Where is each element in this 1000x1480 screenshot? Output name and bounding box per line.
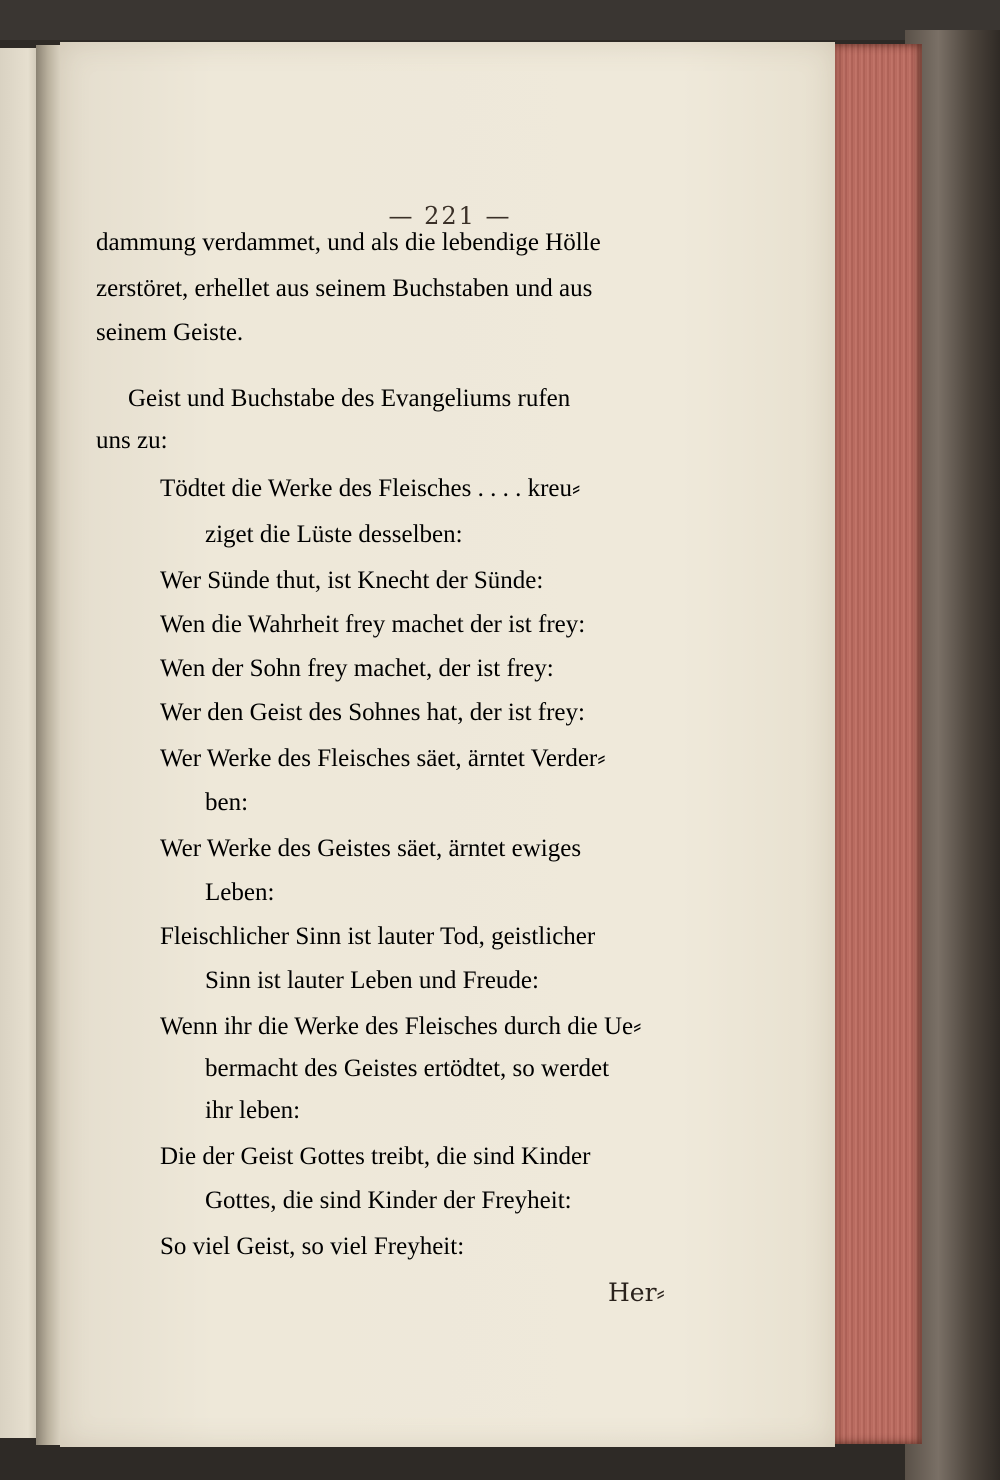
text-line: Geist und Buchstabe des Evangeliums rufen: [128, 385, 571, 412]
facing-page-edge: [0, 48, 40, 1438]
saying-line: Wen der Sohn frey machet, der ist frey:: [160, 655, 554, 682]
scanner-backdrop: [0, 0, 1000, 40]
saying-line: bermacht des Geistes ertödtet, so werdet: [205, 1055, 610, 1082]
saying-line: Fleischlicher Sinn ist lauter Tod, geistlicher: [160, 923, 596, 950]
saying-line: Gottes, die sind Kinder der Freyheit:: [205, 1187, 572, 1214]
saying-line: ziget die Lüste desselben:: [205, 521, 463, 548]
saying-line: Wer Werke des Fleisches säet, ärntet Verder⸗: [160, 745, 606, 772]
text-line: dammung verdammet, und als die lebendige Hölle: [96, 229, 601, 256]
saying-line: Wenn ihr die Werke des Fleisches durch die Ue⸗: [160, 1013, 642, 1040]
saying-line: Sinn ist lauter Leben und Freude:: [205, 967, 539, 994]
saying-line: Wer Werke des Geistes säet, ärntet ewiges: [160, 835, 582, 862]
red-page-edges: [830, 44, 922, 1444]
book-page: [60, 42, 835, 1447]
saying-line: Tödtet die Werke des Fleisches . . . . kreu⸗: [160, 475, 581, 502]
saying-line: ben:: [205, 789, 249, 816]
saying-line: Wen die Wahrheit frey machet der ist frey:: [160, 611, 586, 638]
saying-line: So viel Geist, so viel Freyheit:: [160, 1233, 465, 1260]
text-line: uns zu:: [96, 427, 168, 454]
saying-line: Leben:: [205, 879, 275, 906]
page-number: — 221 —: [388, 202, 512, 230]
saying-line: Wer Sünde thut, ist Knecht der Sünde:: [160, 567, 544, 594]
text-line: seinem Geiste.: [96, 319, 244, 346]
saying-line: ihr leben:: [205, 1097, 301, 1124]
catchword: Her⸗: [608, 1278, 665, 1307]
text-line: zerstöret, erhellet aus seinem Buchstaben und aus: [96, 275, 593, 302]
saying-line: Die der Geist Gottes treibt, die sind Kinder: [160, 1143, 591, 1170]
saying-line: Wer den Geist des Sohnes hat, der ist frey:: [160, 699, 585, 726]
